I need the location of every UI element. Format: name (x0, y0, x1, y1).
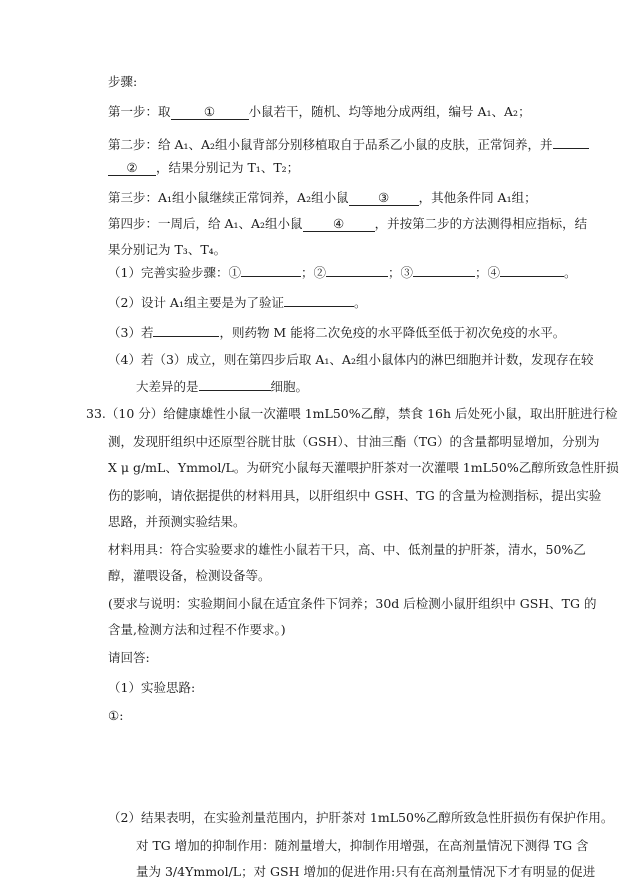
q33-line-5: 思路，并预测实验结果。 (108, 514, 246, 529)
steps-heading: 步骤: (108, 74, 138, 89)
step-2: 第二步：给 A₁、A₂组小鼠背部分别移植取自于品系乙小鼠的皮肤，正常饲养，并 (108, 134, 589, 153)
step-2-cont: ② ，结果分别记为 T₁、T₂； (108, 160, 299, 176)
answer-blank-3 (413, 262, 475, 277)
blank-1: ① (171, 105, 249, 120)
answer-blank-4 (500, 262, 564, 277)
answer-blank-q3 (153, 322, 219, 337)
result-line-1: （2）结果表明，在实验剂量范围内，护肝茶对 1mL50%乙醇所致急性肝损伤有保护作用。 (108, 810, 614, 825)
part-1-heading: （1）实验思路: (108, 680, 196, 695)
blank-4: ④ (303, 217, 375, 232)
blank-2-part-a (553, 134, 589, 149)
result-line-3: 量为 3/4Ymmol/L；对 GSH 增加的促进作用:只有在高剂量情况下才有明显的促进 (136, 864, 596, 879)
step-3: 第三步：A₁组小鼠继续正常饲养，A₂组小鼠 ③ ，其他条件同 A₁组； (108, 190, 537, 205)
question-3: （3）若 ，则药物 M 能将二次免疫的水平降低至低于初次免疫的水平。 (108, 322, 565, 341)
question-2: （2）设计 A₁组主要是为了验证 。 (108, 292, 366, 311)
step-1: 第一步：取 ① 小鼠若干，随机、均等地分成两组，编号 A₁、A₂； (108, 104, 531, 119)
result-line-2: 对 TG 增加的抑制作用：随剂量增大，抑制作用增强，在高剂量情况下测得 TG 含 (136, 838, 589, 853)
materials-line-2: 醇，灌喂设备，检测设备等。 (108, 568, 271, 583)
question-1: （1）完善实验步骤：① ；② ；③ ；④ 。 (108, 262, 577, 281)
answer-blank-2 (326, 262, 388, 277)
step-4: 第四步：一周后，给 A₁、A₂组小鼠 ④ ，并按第二步的方法测得相应指标，结 (108, 216, 588, 231)
q33-line-2: 测，发现肝组织中还原型谷胱甘肽（GSH）、甘油三酯（TG）的含量都明显增加，分别为 (108, 434, 600, 449)
materials-line-1: 材料用具：符合实验要求的雄性小鼠若干只，高、中、低剂量的护肝茶，清水，50%乙 (108, 542, 586, 557)
requirements-line-1: (要求与说明：实验期间小鼠在适宜条件下饲养；30d 后检测小鼠肝组织中 GSH、TG 的 (108, 596, 597, 611)
blank-3: ③ (349, 191, 419, 206)
please-answer: 请回答: (108, 650, 150, 665)
question-4: （4）若（3）成立，则在第四步后取 A₁、A₂组小鼠体内的淋巴细胞并计数，发现存在较 (108, 352, 594, 367)
requirements-line-2: 含量,检测方法和过程不作要求。) (108, 622, 286, 637)
blank-2: ② (108, 161, 156, 176)
answer-blank-q2 (284, 292, 354, 307)
question-4-cont: 大差异的是 细胞。 (136, 376, 308, 395)
answer-blank-1 (241, 262, 301, 277)
q33-line-1: 33.（10 分）给健康雄性小鼠一次灌喂 1mL50%乙醇，禁食 16h 后处死小鼠，取出肝脏进行检 (86, 406, 618, 421)
q33-line-4: 伤的影响，请依据提供的材料用具，以肝组织中 GSH、TG 的含量为检测指标，提出实验 (108, 488, 602, 503)
q33-line-3: X μ g/mL、Ymmol/L。为研究小鼠每天灌喂护肝茶对一次灌喂 1mL50%乙醇所致急性肝损 (108, 460, 619, 475)
answer-blank-q4 (199, 376, 271, 391)
step-4-cont: 果分别记为 T₃、T₄。 (108, 242, 227, 257)
part-1-item-1: ①: (108, 708, 124, 723)
